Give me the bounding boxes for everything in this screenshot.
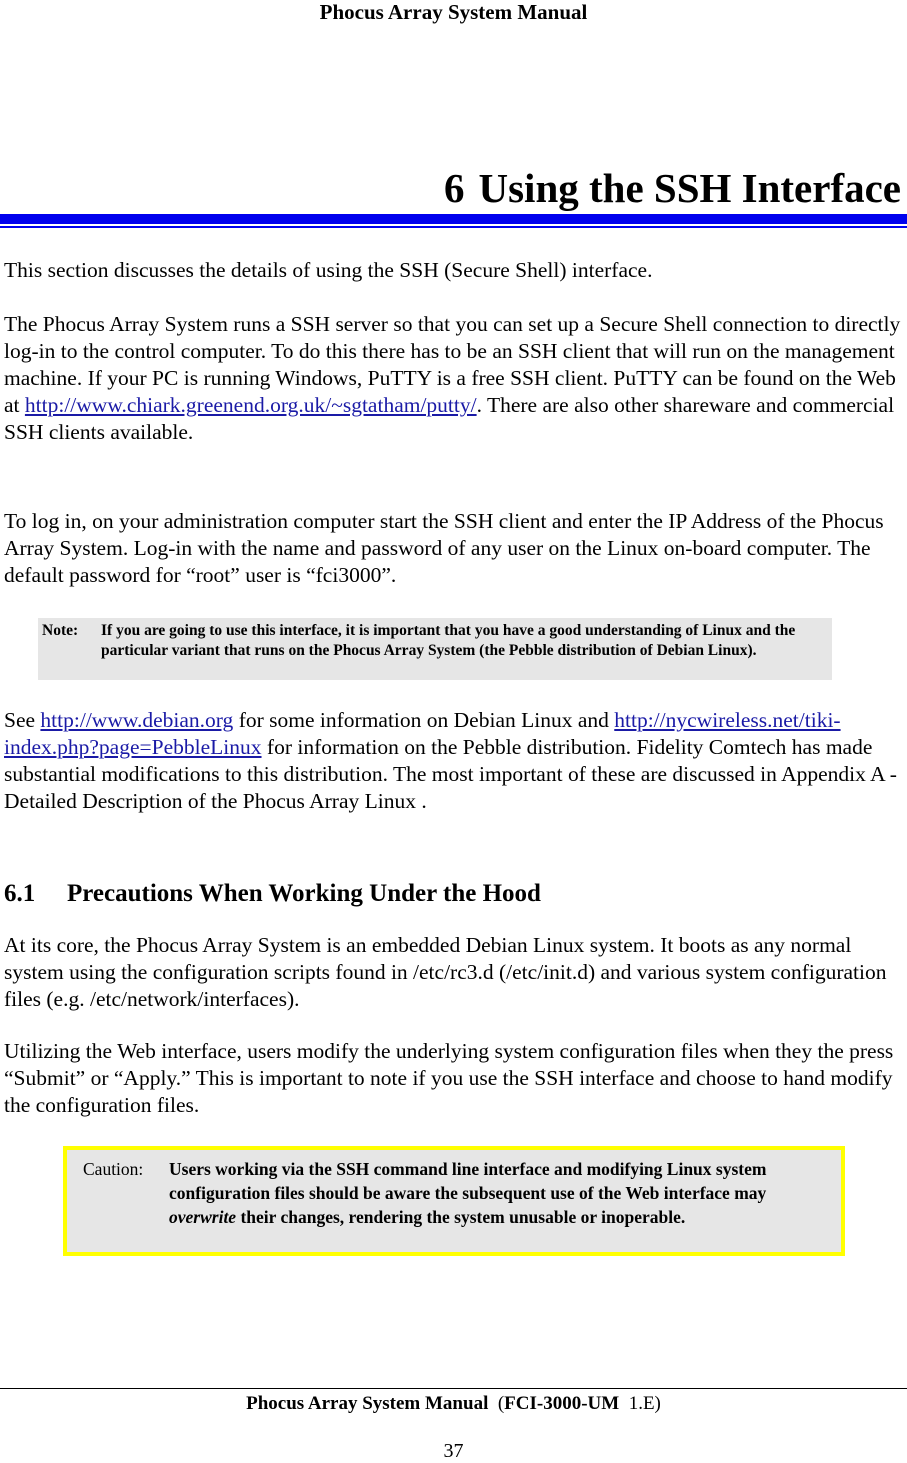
see-paragraph [4,707,904,815]
intro-p3-text: To log in, on your administration computer start the SSH client and enter the IP Address of the Phocus Array System. Log-in with the name and password of any user on the Linux on-board computer. The default password for “root” user is “fci3000”. [4,509,884,587]
footer-doc-code: FCI-3000-UM [504,1393,620,1414]
page-number: 37 [443,1440,464,1462]
running-header: Phocus Array System Manual [319,0,588,24]
intro-p2-after: . There are also other shareware and commercial SSH clients available. [4,393,895,444]
section-title: Precautions When Working Under the Hood [67,880,541,907]
chapter-number: 6 [443,165,465,211]
note-text: If you are going to use this interface, it is important that you have a good understanding of Linux and the particular variant that runs on the Phocus Array System (the Pebble distribution of Debian Linux). [101,622,796,659]
intro-paragraph-1 [4,257,904,284]
caution-text-before: Users working via the SSH command line interface and modifying Linux system configuration files should be aware the subsequent use of the Web interface may [169,1159,767,1203]
note-label: Note: [42,622,79,639]
intro-p1-text: This section discusses the details of using the SSH (Secure Shell) interface. [4,258,653,282]
chapter-title-rule-thin [0,226,907,228]
pebble-linux-link[interactable]: http://nycwireless.net/tiki-index.php?page=PebbleLinux [4,708,841,759]
see-suffix: for information on the Pebble distribution. Fidelity Comtech has made substantial modifications to this distribution. The most important of these are discussed in Appendix A - Detailed Description of the Phocus Array Linux . [4,735,897,813]
caution-text [169,1157,833,1229]
see-mid: for some information on Debian Linux and [233,708,615,732]
caution-label: Caution: [83,1159,144,1179]
section-heading [4,878,541,910]
chapter-title [444,160,901,216]
putty-link[interactable]: http://www.chiark.greenend.org.uk/~sgtatham/putty/ [24,393,477,417]
see-prefix: See [4,708,41,732]
footer-manual-title: Phocus Array System Manual [246,1393,489,1414]
chapter-title-text: Using the SSH Interface [478,165,901,211]
section-number: 6.1 [4,880,36,907]
section-p1-text: At its core, the Phocus Array System is an embedded Debian Linux system. It boots as any normal system using the configuration scripts found in /etc/rc3.d (/etc/init.d) and various system configuration files (e.g. /etc/network/interfaces). [4,933,887,1011]
section-paragraph-1 [4,932,904,1013]
intro-paragraph-3 [4,508,904,589]
intro-p2-before: The Phocus Array System runs a SSH server so that you can set up a Secure Shell connection to directly log-in to the control computer. To do this there has to be an SSH client that will run on the management machine. If your PC is running Windows, PuTTY is a free SSH client. PuTTY can be found on the Web at [4,312,901,417]
footer-rule [0,1388,907,1389]
caution-emphasis: overwrite [169,1207,237,1227]
footer [0,1392,907,1416]
caution-box [63,1146,845,1256]
intro-paragraph-2 [4,311,904,446]
chapter-title-rule [0,214,907,224]
footer-doc-open: ( [497,1393,505,1414]
debian-link[interactable]: http://www.debian.org [40,708,234,732]
section-p2-text: Utilizing the Web interface, users modify the underlying system configuration files when they the press “Submit” or “Apply.” This is important to note if you use the SSH interface and choose to hand modify the configuration files. [4,1039,894,1117]
note-box [38,618,832,680]
footer-doc-rev: 1.E) [628,1393,661,1414]
caution-text-after: their changes, rendering the system unusable or inoperable. [236,1207,686,1227]
section-paragraph-2 [4,1038,904,1119]
